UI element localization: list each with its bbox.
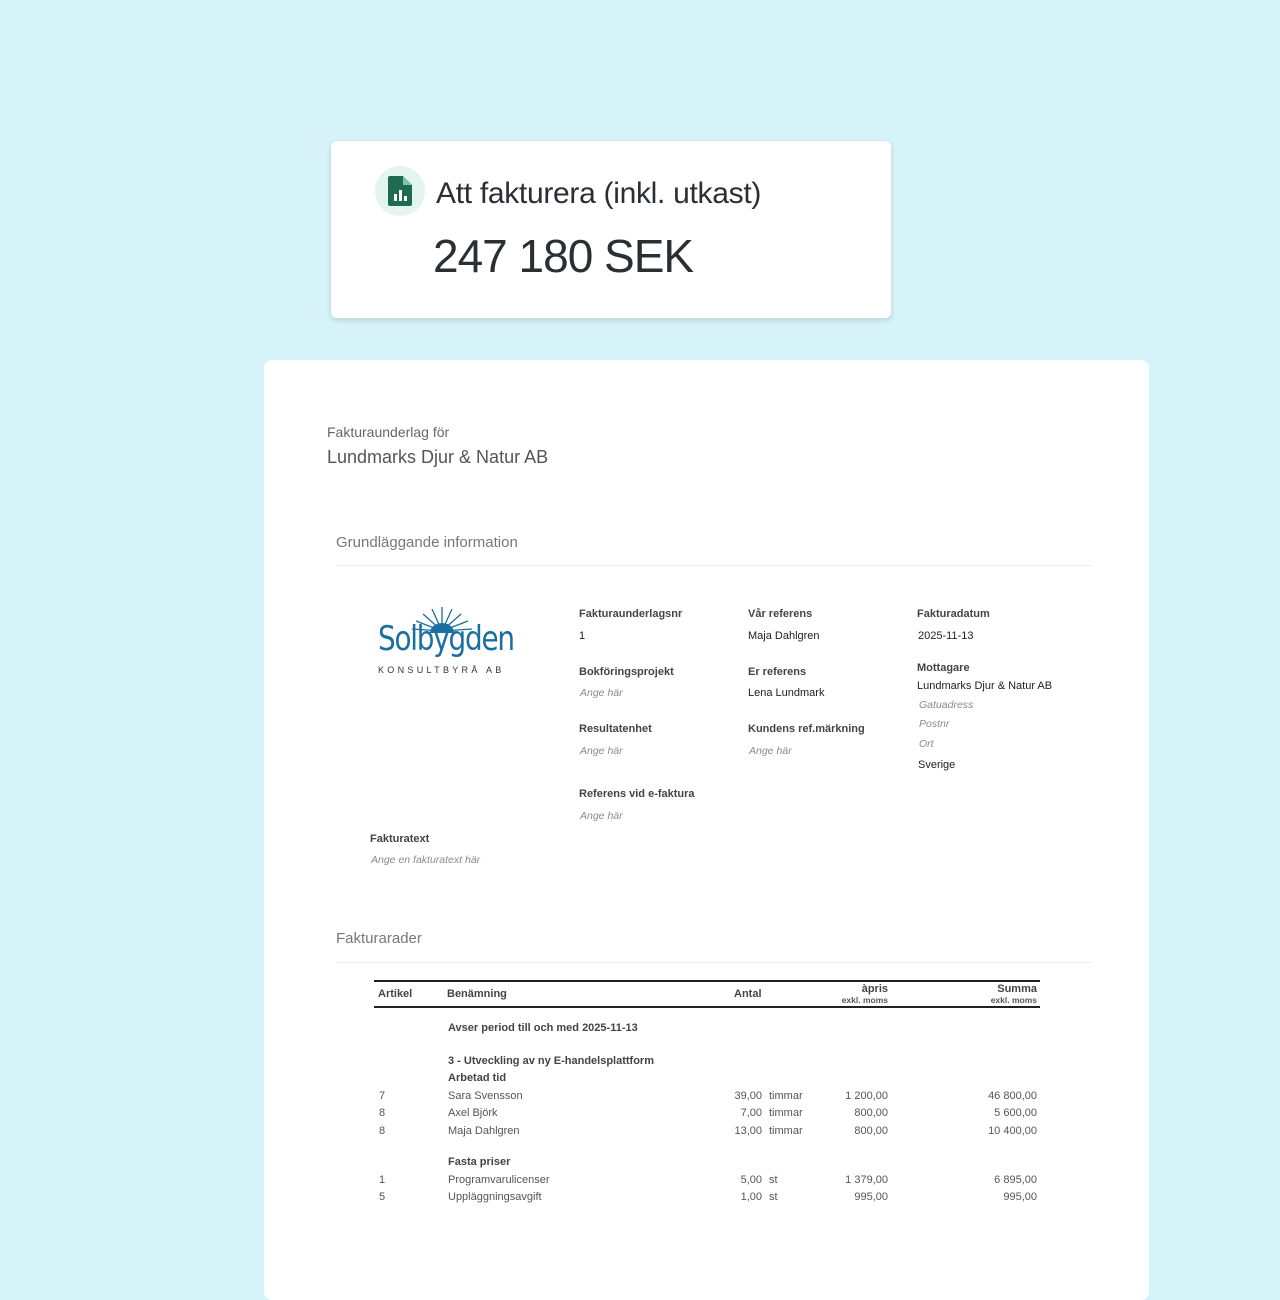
invoice-basis-number-label: Fakturaunderlagsnr — [579, 608, 683, 620]
result-unit-label: Resultatenhet — [579, 723, 652, 735]
logo-name: Solbygden — [378, 619, 514, 659]
row-unit: timmar — [769, 1107, 803, 1119]
divider — [336, 565, 1092, 566]
row-unit-price: 1 379,00 — [845, 1174, 888, 1186]
invoice-text-label: Fakturatext — [370, 833, 430, 845]
invoice-rows-heading: Fakturarader — [336, 930, 422, 947]
row-article: 8 — [379, 1107, 386, 1119]
row-sum: 5 600,00 — [994, 1107, 1037, 1119]
row-unit-price: 1 200,00 — [845, 1090, 888, 1102]
customer-ref-marking-label: Kundens ref.märkning — [748, 723, 865, 735]
row-article: 7 — [379, 1090, 386, 1102]
doc-subtitle: Fakturaunderlag för — [327, 424, 450, 440]
group-fixed-prices: Fasta priser — [448, 1156, 511, 1168]
row-quantity: 39,00 — [734, 1090, 762, 1102]
table-header-bottom-line — [374, 1006, 1040, 1008]
table-header-top-line — [374, 980, 1040, 982]
row-quantity: 5,00 — [740, 1174, 762, 1186]
invoice-document — [264, 360, 1149, 1300]
row-description: Maja Dahlgren — [448, 1125, 520, 1137]
accounting-project-label: Bokföringsprojekt — [579, 666, 674, 678]
street-address-input[interactable]: Gatuadress — [919, 699, 974, 711]
col-description: Benämning — [447, 988, 507, 1000]
col-article: Artikel — [378, 988, 413, 1000]
row-description: Uppläggningsavgift — [448, 1191, 542, 1203]
your-reference-value[interactable]: Lena Lundmark — [748, 687, 825, 699]
row-sum: 995,00 — [1003, 1191, 1037, 1203]
col-unit-price: àpris — [861, 983, 888, 995]
invoice-basis-number-value[interactable]: 1 — [579, 630, 586, 642]
accounting-project-input[interactable]: Ange här — [580, 687, 623, 699]
e-invoice-reference-input[interactable]: Ange här — [580, 810, 623, 822]
postal-code-input[interactable]: Postnr — [919, 718, 950, 730]
row-sum: 46 800,00 — [988, 1090, 1037, 1102]
our-reference-value[interactable]: Maja Dahlgren — [748, 630, 820, 642]
row-unit-price: 800,00 — [854, 1107, 888, 1119]
row-description: Axel Björk — [448, 1107, 498, 1119]
col-quantity: Antal — [734, 988, 762, 1000]
row-quantity: 7,00 — [740, 1107, 762, 1119]
e-invoice-reference-label: Referens vid e-faktura — [579, 788, 695, 800]
row-sum: 10 400,00 — [988, 1125, 1037, 1137]
recipient-name[interactable]: Lundmarks Djur & Natur AB — [917, 680, 1053, 692]
recipient-label: Mottagare — [917, 662, 970, 674]
doc-client: Lundmarks Djur & Natur AB — [327, 447, 549, 467]
row-description: Programvarulicenser — [448, 1174, 550, 1186]
divider — [336, 962, 1092, 963]
row-unit: timmar — [769, 1090, 803, 1102]
row-unit: timmar — [769, 1125, 803, 1137]
group-worked-time: Arbetad tid — [448, 1072, 507, 1084]
row-unit: st — [769, 1191, 778, 1203]
project-title: 3 - Utveckling av ny E-handelsplattform — [448, 1055, 654, 1067]
country-value[interactable]: Sverige — [918, 759, 956, 771]
our-reference-label: Vår referens — [748, 608, 813, 620]
result-unit-input[interactable]: Ange här — [580, 745, 623, 757]
logo-tagline: KONSULTBYRÅ AB — [378, 665, 505, 675]
col-unit-price-sub: exkl. moms — [841, 995, 888, 1005]
row-description: Sara Svensson — [448, 1090, 523, 1102]
col-sum: Summa — [997, 983, 1037, 995]
basic-info-heading: Grundläggande information — [336, 534, 518, 551]
row-quantity: 13,00 — [734, 1125, 762, 1137]
row-unit: st — [769, 1174, 778, 1186]
company-logo — [372, 605, 512, 680]
row-quantity: 1,00 — [740, 1191, 762, 1203]
row-article: 1 — [379, 1174, 386, 1186]
period-text: Avser period till och med 2025-11-13 — [448, 1022, 638, 1034]
row-unit-price: 995,00 — [854, 1191, 888, 1203]
invoice-text-input[interactable]: Ange en fakturatext här — [371, 854, 481, 866]
your-reference-label: Er referens — [748, 666, 807, 678]
col-sum-sub: exkl. moms — [990, 995, 1037, 1005]
card-amount: 247 180 SEK — [433, 230, 694, 282]
row-article: 5 — [379, 1191, 386, 1203]
invoice-date-label: Fakturadatum — [917, 608, 990, 620]
customer-ref-marking-input[interactable]: Ange här — [749, 745, 792, 757]
row-unit-price: 800,00 — [854, 1125, 888, 1137]
row-sum: 6 895,00 — [994, 1174, 1037, 1186]
spreadsheet-icon — [375, 166, 425, 216]
city-input[interactable]: Ort — [919, 738, 934, 750]
to-invoice-card — [331, 141, 891, 318]
card-title: Att fakturera (inkl. utkast) — [436, 177, 762, 210]
row-article: 8 — [379, 1125, 386, 1137]
invoice-date-value[interactable]: 2025-11-13 — [918, 630, 974, 642]
